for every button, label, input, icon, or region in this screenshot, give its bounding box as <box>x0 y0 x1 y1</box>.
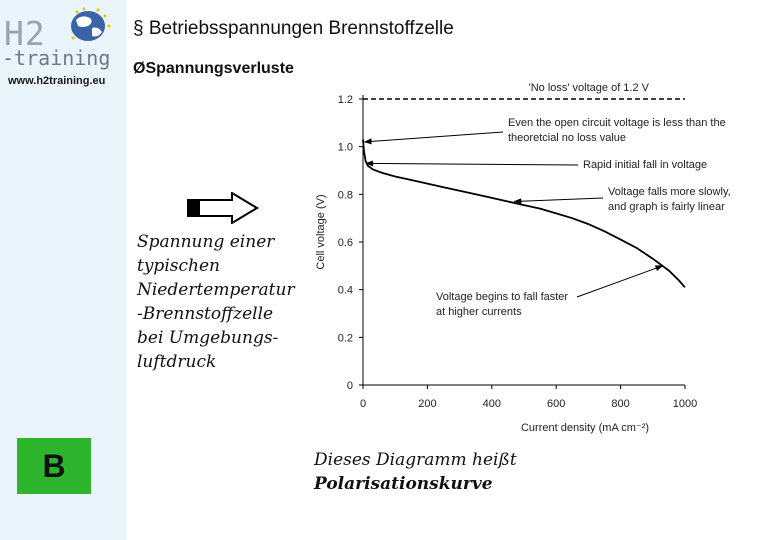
no-loss-voltage-label: 'No loss' voltage of 1.2 V <box>528 82 649 94</box>
y-tick-label: 0.2 <box>337 332 353 345</box>
annotation <box>436 266 662 318</box>
annotation-text: and graph is fairly linear <box>608 201 725 213</box>
annotation-arrow <box>514 198 603 201</box>
annotation-text: Even the open circuit voltage is less than the <box>508 117 726 129</box>
annotation-text: at higher currents <box>436 306 522 318</box>
x-tick-label: 800 <box>611 398 630 410</box>
x-tick-label: 1000 <box>672 398 698 410</box>
page-subtitle: ØSpannungsverluste <box>133 60 294 77</box>
annotation-arrow <box>577 266 662 297</box>
annotation-text: Voltage falls more slowly, <box>608 186 731 198</box>
x-tick-label: 0 <box>359 398 367 410</box>
annotation-text: Voltage begins to fall faster <box>436 291 569 303</box>
chart-annotations <box>365 117 731 318</box>
annotation-text: Rapid initial fall in voltage <box>583 159 708 171</box>
diagram-caption <box>314 448 517 496</box>
x-tick-label: 200 <box>418 398 437 410</box>
right-arrow-icon <box>186 192 260 224</box>
page-title: § Betriebsspannungen Brennstoffzelle <box>133 18 454 39</box>
annotation-arrow <box>365 132 503 142</box>
polarisation-curve-chart <box>305 74 755 444</box>
h2-training-logo <box>2 2 120 72</box>
diagram-caption-line2: Polarisationskurve <box>314 474 493 494</box>
x-axis-label: Current density (mA cm⁻²) <box>520 422 650 434</box>
logo-h2-text: H2 <box>4 14 46 53</box>
logo-training-text: -training <box>2 46 111 70</box>
annotation <box>366 159 707 171</box>
y-axis-label: Cell voltage (V) <box>315 194 327 270</box>
y-tick-label: 0 <box>346 380 353 392</box>
website-url: www.h2training.eu <box>8 75 106 87</box>
y-tick-label: 1.0 <box>337 141 353 154</box>
fuel-cell-description: Spannung einer typischen Niedertemperatur -Brennstoffzelle bei Umgebungs- luftdruck <box>137 232 295 372</box>
y-tick-label: 0.6 <box>337 237 353 249</box>
x-tick-label: 600 <box>547 398 566 410</box>
chart-plot-area <box>363 82 685 287</box>
annotation <box>514 186 730 213</box>
section-badge-label: B <box>42 447 66 484</box>
x-tick-label: 400 <box>482 398 501 410</box>
globe-icon <box>64 6 114 46</box>
y-tick-label: 0.8 <box>337 189 353 202</box>
y-tick-label: 1.2 <box>337 94 353 106</box>
chart-axes <box>315 94 697 434</box>
section-badge <box>17 438 91 494</box>
sidebar-panel <box>0 0 126 540</box>
annotation-text: theoretcial no loss value <box>508 132 627 144</box>
diagram-caption-line1: Dieses Diagramm heißt <box>314 450 517 470</box>
y-tick-label: 0.4 <box>337 284 353 297</box>
annotation <box>365 117 726 144</box>
annotation-arrow <box>366 163 578 165</box>
